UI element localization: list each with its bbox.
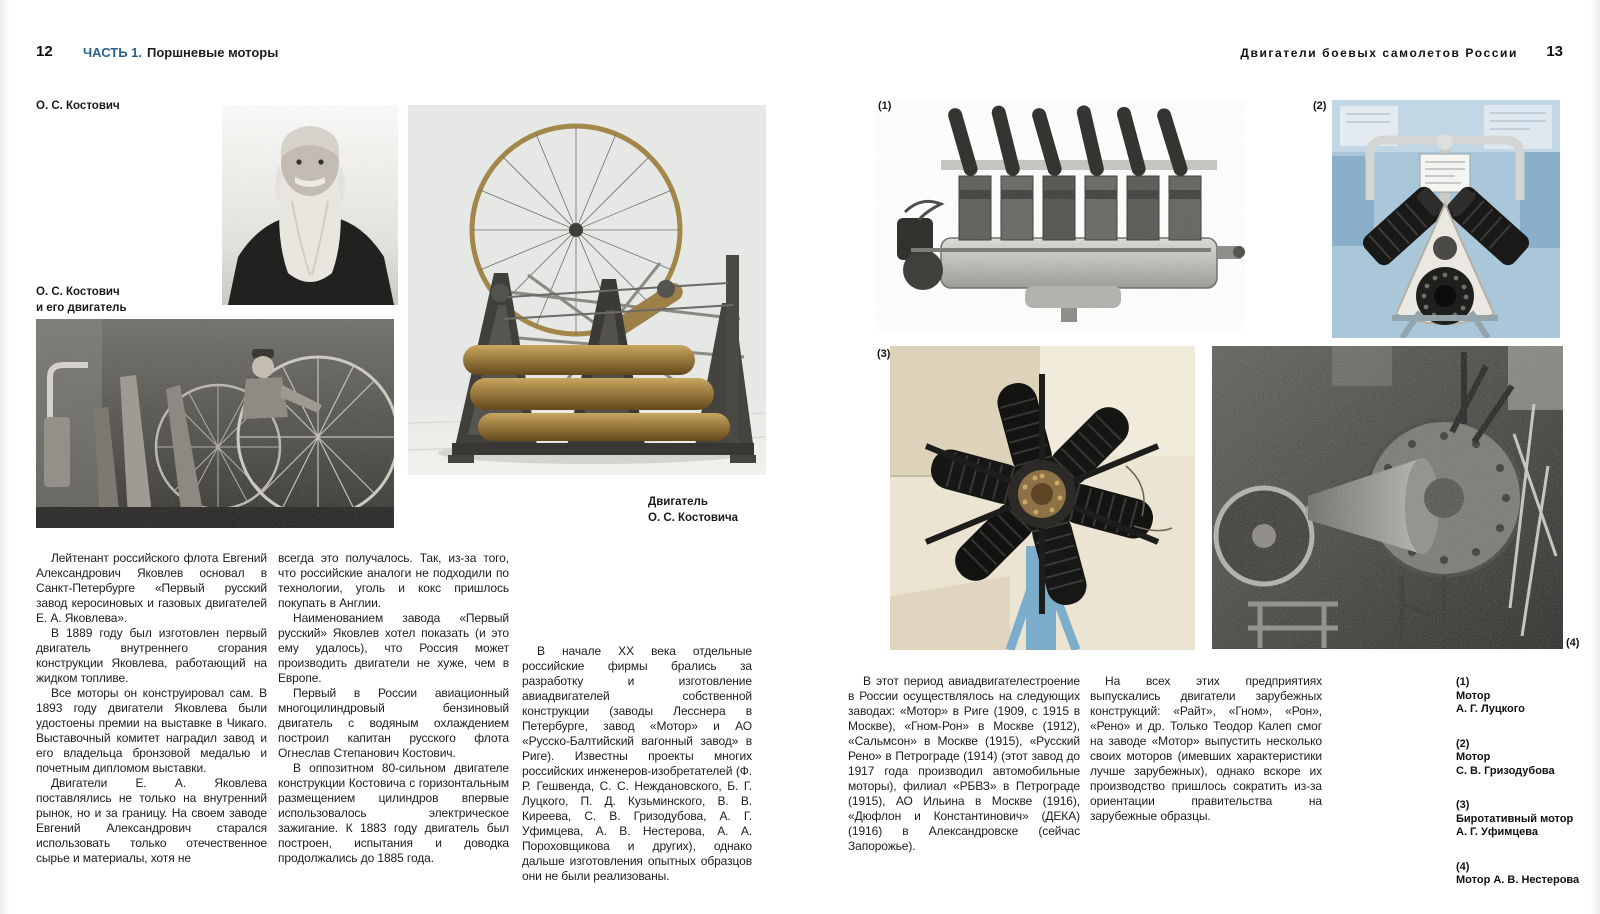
- figure-caption-number: (2): [1456, 737, 1470, 750]
- figure-captions: [1456, 676, 1586, 909]
- figure-caption-2: (2) Мотор С. В. Гризодубова: [1456, 738, 1586, 779]
- photo-nesterov-engine: [1212, 346, 1563, 649]
- figure-caption-4: (4) Мотор А. В. Нестерова: [1456, 861, 1586, 888]
- running-title: Двигатели боевых самолетов России: [1240, 46, 1518, 60]
- figure-caption-number: (3): [1456, 799, 1470, 811]
- left-text-column-2: всегда это получалось. Так, из-за того, что российские аналоги не подходили по технологии, уголь и кокс пришлось покупать в Англии. Наименованием завода «Первый русский» Яковлев хотел показать (и это ему удалось), что Россия может производить двигатели не хуже, чем в Европе. Первый в России авиационный многоцилиндровый бензиновый двигатель с водяным охлаждением построил капитан русского флота Огнеслав Степанович Костович. В оппозитном 80-сильном двигателе конструкции Костовича с горизонтальным размещением цилиндров впервые использовалось электрическое зажигание. К 1883 году двигатель был построен, испытания и доводка продолжались до 1885 года.: [278, 551, 509, 865]
- figure-caption-number: (1): [1456, 676, 1470, 688]
- caption-kostovich-workshop: О. С. Костович и его двигатель: [36, 286, 127, 314]
- photo-grizodubov-engine: [1332, 100, 1560, 338]
- left-text-column-3: В начале ХХ века отдельные российские фирмы брались за разработку и изготовление авиадвигателей собственной конструкции (заводы Лесснера в Петербурге, завод «Мотор» и АО «Русско-Балтийский вагонный завод» в Риге). Известны проекты многих российских инженеров-изобретателей (Ф. Р. Гешвенда, С. С. Неждановского, Б. Г. Луцкого, П. Д. Кузьминского, В. В. Киреева, С. В. Гризодубова, А. Г. Уфимцева, А. В. Нестерова, А. А. Пороховщикова и других), однако дальше изготовления опытных образцов они не были реализованы.: [522, 644, 752, 883]
- photo4-label: (4): [1566, 637, 1580, 649]
- caption-kostovich-engine: Двигатель О. С. Костовича: [648, 496, 739, 524]
- figure-caption-1: (1) Мотор А. Г. Луцкого: [1456, 676, 1586, 717]
- page-number-right: 13: [1546, 43, 1563, 60]
- page-edge-right: [1590, 0, 1600, 914]
- photo-kostovich-workshop: [36, 319, 394, 528]
- photo-ufimtsev-engine: [890, 346, 1195, 650]
- figure-caption-3: (3) Биротативный мотор А. Г. Уфимцева: [1456, 799, 1586, 840]
- left-text-column-1: Лейтенант российского флота Евгений Александрович Яковлев основал в Санкт-Петербурге «Первый русский завод керосиновых и газовых двигателей Е. А. Яковлева». В 1889 году был изготовлен первый двигатель внутреннего сгорания конструкции Яковлева, работающий на жидком топливе. Все моторы он конструировал сам. В 1893 году двигатели Яковлева были удостоены премии на выставке в Чикаго. Выставочный комитет наградил завод и его владельца бронзовой медалью и почетным дипломом выставки. Двигатели Е. А. Яковлева поставлялись не только на внутренний рынок, но и за границу. На своем заводе Евгений Александрович старался использовать только отечественное сырье и материалы, хотя не: [36, 551, 267, 865]
- right-text-column-2: На всех этих предприятиях выпускались двигатели зарубежных конструкций: «Райт», «Гном», «Рон», «Рено» и др. Только Теодор Калеп смог на заводе «Мотор» выпустить несколько своих моторов (имевших характеристики лучше зарубежных), однако вскоре их производство пришлось сократить из-за ориентации правительства на зарубежные образцы.: [1090, 674, 1322, 823]
- right-text-column-1: В этот период авиадвигателестроение в России осуществлялось на следующих заводах: «Мотор» в Риге (1909, с 1915 в Москве), «Гном-Рон» в Москве (1912), «Сальмсон» в Москве (1915), «Русский Рено» в Петрограде (1914) (этот завод до 1917 года производил автомобильные моторы), филиал «РБВЗ» в Петрограде (1915), АО Ильина в Москве (1916), «Дюфлон и Константинович» (ДЕКА) (1916) в Александровске (сейчас Запорожье).: [848, 674, 1080, 853]
- photo-kostovich-portrait: [222, 105, 398, 305]
- photo1-label: (1): [878, 100, 892, 112]
- caption-kostovich-portrait: О. С. Костович: [36, 100, 120, 112]
- part-label: ЧАСТЬ 1.: [83, 45, 143, 60]
- figure-caption-number: (4): [1456, 860, 1470, 873]
- page-number-left: 12: [36, 43, 53, 60]
- photo-kostovich-engine: [408, 105, 766, 475]
- photo-lutsky-engine: [875, 100, 1245, 330]
- photo2-label: (2): [1313, 100, 1327, 112]
- part-title: Поршневые моторы: [147, 45, 279, 60]
- photo3-label: (3): [877, 348, 891, 360]
- page-edge-left: [0, 0, 10, 914]
